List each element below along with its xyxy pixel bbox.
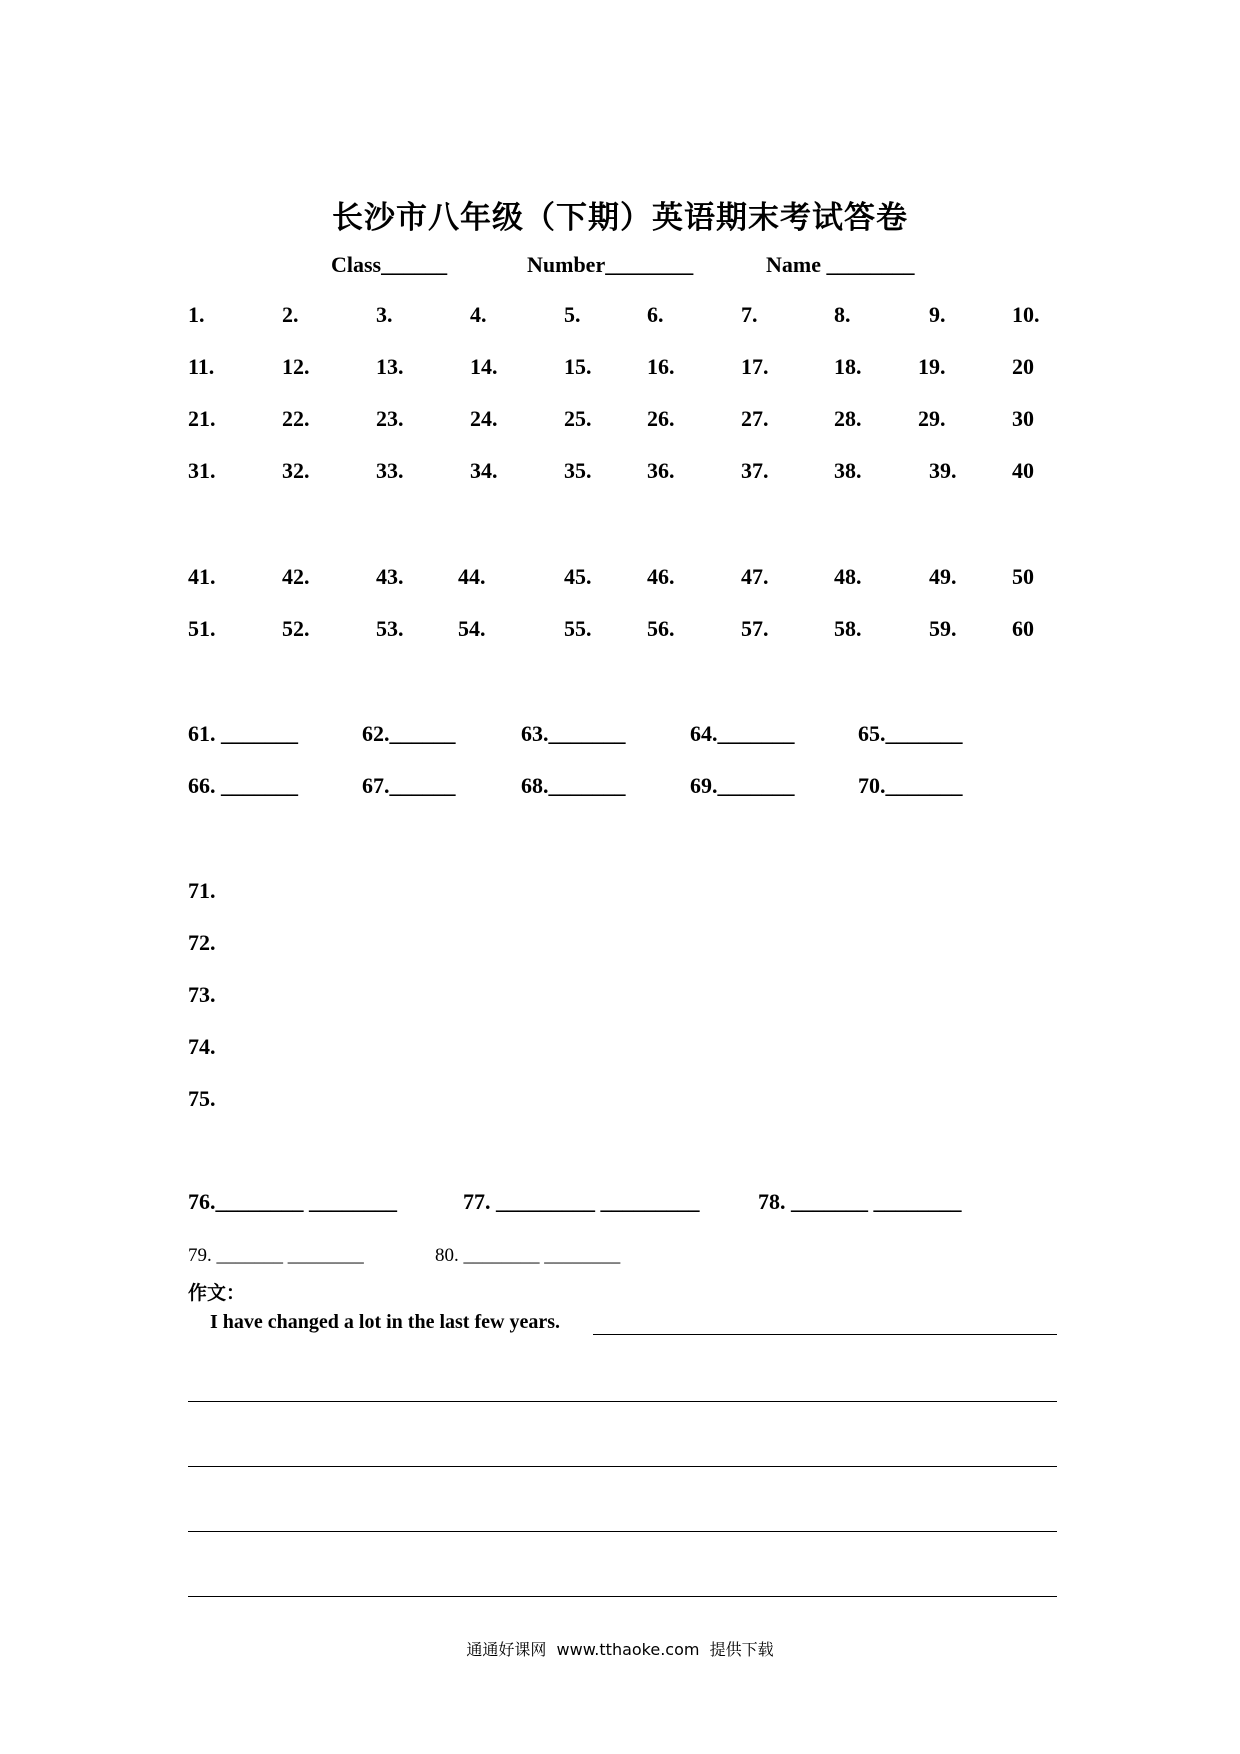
answer-number: 58.: [834, 616, 862, 641]
answer-number: 35.: [564, 458, 592, 483]
answer-number: 50: [1012, 564, 1034, 589]
answer-number: 7.: [741, 302, 758, 327]
answer-number: 47.: [741, 564, 769, 589]
sentence-item: 72.: [188, 930, 216, 955]
answer-number: 27.: [741, 406, 769, 431]
answer-number: 17.: [741, 354, 769, 379]
answer-item-80: 80. ________ ________: [435, 1245, 621, 1266]
footer-text: 通通好课网 www.tthaoke.com 提供下载: [466, 1640, 774, 1659]
answer-number: 37.: [741, 458, 769, 483]
answer-number: 28.: [834, 406, 862, 431]
answer-number: 26.: [647, 406, 675, 431]
page-title: 长沙市八年级（下期）英语期末考试答卷: [332, 200, 908, 236]
answer-number: 46.: [647, 564, 675, 589]
fill-blank-item: 61. _______: [188, 721, 298, 746]
fill-blank-item: 68._______: [521, 773, 626, 798]
sentence-item: 71.: [188, 878, 216, 903]
answer-number: 22.: [282, 406, 310, 431]
answer-number: 42.: [282, 564, 310, 589]
sentence-item: 73.: [188, 982, 216, 1007]
answer-number: 5.: [564, 302, 581, 327]
answer-number: 19.: [918, 354, 946, 379]
fill-blank-item: 69._______: [690, 773, 795, 798]
answer-number: 12.: [282, 354, 310, 379]
essay-line: [188, 1401, 1057, 1402]
sentence-item: 74.: [188, 1034, 216, 1059]
answer-number: 10.: [1012, 302, 1040, 327]
fill-blank-item: 66. _______: [188, 773, 298, 798]
answer-number: 29.: [918, 406, 946, 431]
answer-number: 18.: [834, 354, 862, 379]
answer-number: 45.: [564, 564, 592, 589]
number-field: Number________: [527, 252, 694, 277]
answer-number: 56.: [647, 616, 675, 641]
answer-number: 2.: [282, 302, 299, 327]
answer-number: 51.: [188, 616, 216, 641]
answer-number: 23.: [376, 406, 404, 431]
essay-label: 作文：: [188, 1282, 246, 1304]
answer-number: 34.: [470, 458, 498, 483]
answer-number: 38.: [834, 458, 862, 483]
fill-blank-item: 65._______: [858, 721, 963, 746]
answer-number: 43.: [376, 564, 404, 589]
answer-item-78: 78. _______ ________: [758, 1189, 962, 1214]
fill-blank-item: 62.______: [362, 721, 456, 746]
answer-number: 24.: [470, 406, 498, 431]
answer-number: 60: [1012, 616, 1034, 641]
answer-number: 48.: [834, 564, 862, 589]
answer-number: 6.: [647, 302, 664, 327]
answer-number: 9.: [929, 302, 946, 327]
answer-number: 33.: [376, 458, 404, 483]
answer-number: 15.: [564, 354, 592, 379]
answer-number: 57.: [741, 616, 769, 641]
answer-number: 21.: [188, 406, 216, 431]
answer-number: 1.: [188, 302, 205, 327]
answer-number: 52.: [282, 616, 310, 641]
answer-number: 55.: [564, 616, 592, 641]
answer-number: 30: [1012, 406, 1034, 431]
fill-blank-item: 63._______: [521, 721, 626, 746]
answer-item-77: 77. _________ _________: [463, 1189, 700, 1214]
answer-number: 11.: [188, 354, 215, 379]
essay-line: [188, 1531, 1057, 1532]
answer-item-76: 76.________ ________: [188, 1189, 397, 1214]
class-field: Class______: [331, 252, 448, 277]
answer-number: 41.: [188, 564, 216, 589]
fill-blank-item: 67.______: [362, 773, 456, 798]
answer-number: 54.: [458, 616, 486, 641]
sentence-item: 75.: [188, 1086, 216, 1111]
name-field: Name ________: [766, 252, 915, 277]
answer-number: 14.: [470, 354, 498, 379]
answer-number: 49.: [929, 564, 957, 589]
essay-line: [593, 1334, 1057, 1335]
essay-line: [188, 1596, 1057, 1597]
answer-number: 40: [1012, 458, 1034, 483]
fill-blank-item: 64._______: [690, 721, 795, 746]
answer-number: 25.: [564, 406, 592, 431]
answer-number: 36.: [647, 458, 675, 483]
fill-blank-item: 70._______: [858, 773, 963, 798]
answer-item-79: 79. _______ ________: [188, 1245, 364, 1266]
answer-number: 32.: [282, 458, 310, 483]
essay-prompt: I have changed a lot in the last few years.: [210, 1311, 560, 1333]
answer-number: 31.: [188, 458, 216, 483]
answer-number: 44.: [458, 564, 486, 589]
answer-number: 53.: [376, 616, 404, 641]
answer-number: 4.: [470, 302, 487, 327]
answer-number: 13.: [376, 354, 404, 379]
answer-number: 16.: [647, 354, 675, 379]
answer-number: 20: [1012, 354, 1034, 379]
answer-number: 59.: [929, 616, 957, 641]
essay-line: [188, 1466, 1057, 1467]
answer-number: 8.: [834, 302, 851, 327]
answer-number: 39.: [929, 458, 957, 483]
answer-number: 3.: [376, 302, 393, 327]
